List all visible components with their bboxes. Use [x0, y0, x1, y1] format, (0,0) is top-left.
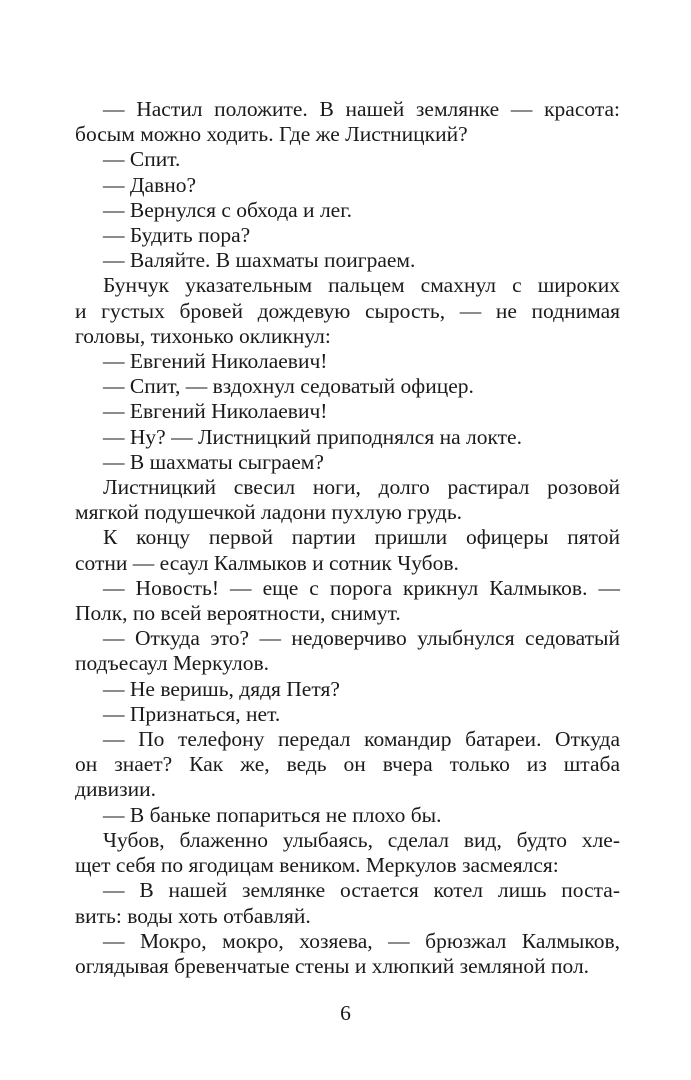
text-line: — Откуда это? — недоверчиво улыбнулся седоватый [103, 626, 620, 651]
text-line: — Валяйте. В шахматы поиграем. [103, 248, 416, 273]
text-line: и густых бровей дождевую сырость, — не поднимая [75, 298, 620, 323]
text-line: — Давно? [103, 172, 197, 197]
text-line: сотни — есаул Калмыков и сотник Чубов. [75, 550, 459, 575]
text-line: щет себя по ягодицам веником. Меркулов засмеялся: [75, 853, 559, 878]
text-line: К концу первой партии пришли офицеры пятой [103, 525, 620, 550]
paragraph [75, 425, 620, 450]
text-line: — Новость! — еще с порога крикнул Калмыков. — [103, 575, 620, 600]
text-line: вить: воды хоть отбавляй. [75, 903, 311, 928]
text-line: — Не веришь, дядя Петя? [103, 676, 340, 701]
paragraph [75, 223, 620, 248]
text-line: — В баньке попариться не плохо бы. [103, 802, 442, 827]
paragraph [75, 727, 620, 803]
paragraph [75, 198, 620, 223]
text-line: — Признаться, нет. [103, 701, 281, 726]
text-line: оглядывая бревенчатые стены и хлюпкий земляной пол. [75, 953, 590, 978]
text-line: мягкой подушечкой ладони пухлую грудь. [75, 500, 463, 525]
text-line: — Спит. [103, 147, 181, 172]
text-line: дивизии. [75, 777, 156, 802]
text-line: — В нашей землянке остается котел лишь поста- [103, 878, 620, 903]
text-line: — Евгений Николаевич! [103, 349, 328, 374]
text-line: — Спит, — вздохнул седоватый офицер. [103, 374, 474, 399]
text-line: Чубов, блаженно улыбаясь, сделал вид, будто хле- [103, 827, 620, 852]
text-body [75, 97, 620, 979]
paragraph [75, 147, 620, 172]
paragraph [75, 273, 620, 349]
paragraph [75, 173, 620, 198]
text-line: Полк, по всей вероятности, снимут. [75, 601, 401, 626]
paragraph [75, 475, 620, 525]
paragraph [75, 248, 620, 273]
paragraph [75, 525, 620, 575]
paragraph [75, 374, 620, 399]
text-line: подъесаул Меркулов. [75, 651, 270, 676]
text-line: головы, тихонько окликнул: [75, 323, 331, 348]
paragraph [75, 97, 620, 147]
text-line: — Мокро, мокро, хозяева, — брюзжал Калмыков, [103, 928, 620, 953]
paragraph [75, 399, 620, 424]
text-line: босым можно ходить. Где же Листницкий? [75, 122, 468, 147]
paragraph [75, 878, 620, 928]
paragraph [75, 626, 620, 676]
text-line: Бунчук указательным пальцем смахнул с широких [103, 273, 620, 298]
text-line: — По телефону передал командир батареи. Откуда [103, 727, 620, 752]
text-line: — В шахматы сыграем? [103, 449, 324, 474]
text-line: — Евгений Николаевич! [103, 399, 328, 424]
paragraph [75, 828, 620, 878]
text-line: он знает? Как же, ведь он вчера только из штаба [75, 752, 620, 777]
paragraph [75, 677, 620, 702]
text-line: — Вернулся с обхода и лег. [103, 197, 352, 222]
paragraph [75, 929, 620, 979]
text-line: Листницкий свесил ноги, долго растирал розовой [103, 475, 620, 500]
paragraph [75, 803, 620, 828]
page-number: 6 [340, 1001, 351, 1025]
text-line: — Настил положите. В нашей землянке — красота: [103, 97, 620, 121]
text-line: — Ну? — Листницкий приподнялся на локте. [103, 424, 522, 449]
text-line: — Будить пора? [103, 223, 251, 248]
paragraph [75, 576, 620, 626]
paragraph [75, 349, 620, 374]
paragraph [75, 450, 620, 475]
paragraph [75, 702, 620, 727]
